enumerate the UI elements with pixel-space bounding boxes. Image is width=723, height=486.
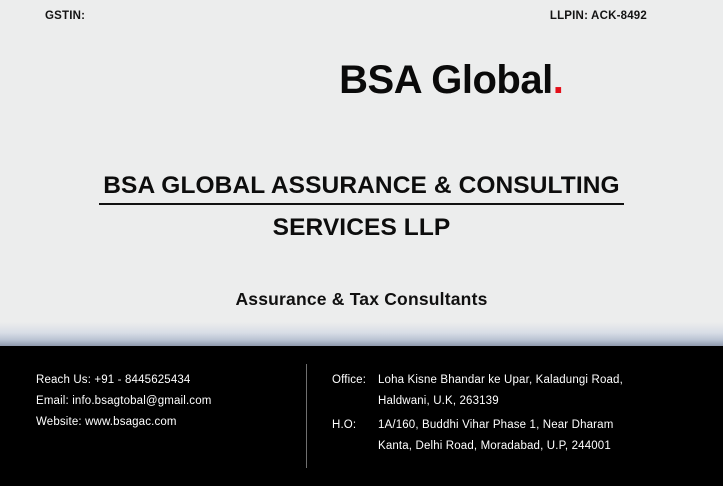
footer-ho-label: H.O: — [332, 419, 357, 431]
firm-name-block — [0, 172, 723, 242]
brand-dot-icon: . — [552, 58, 564, 102]
footer-ho-line-1: 1A/160, Buddhi Vihar Phase 1, Near Dharam — [378, 419, 614, 431]
footer-bar — [0, 346, 723, 486]
footer-ho-line-2: Kanta, Delhi Road, Moradabad, U.P, 244001 — [378, 440, 611, 452]
gstin-label: GSTIN: — [45, 10, 86, 22]
footer-office-line-1: Loha Kisne Bhandar ke Upar, Kaladungi Road, — [378, 374, 623, 386]
footer-address-block — [332, 370, 704, 460]
footer-vertical-separator — [306, 364, 307, 468]
footer-office-line-2: Haldwani, U.K, 263139 — [378, 395, 499, 407]
firm-name-line-1: BSA GLOBAL ASSURANCE & CONSULTING — [99, 172, 623, 205]
firm-name-line-2: SERVICES LLP — [272, 214, 451, 242]
llpin-label: LLPIN: ACK-8492 — [549, 10, 647, 22]
footer-divider — [0, 322, 723, 346]
footer-office-value — [378, 370, 704, 412]
footer-contact-block — [36, 370, 296, 433]
footer-email[interactable]: Email: info.bsagtobal@gmail.com — [36, 395, 212, 407]
header-meta-row — [0, 10, 723, 32]
firm-tagline: Assurance & Tax Consultants — [235, 289, 488, 309]
footer-office-address — [332, 370, 704, 412]
brand-name: BSA Global — [339, 58, 553, 102]
footer-office-label: Office: — [332, 374, 367, 386]
footer-website[interactable]: Website: www.bsagac.com — [36, 416, 177, 428]
footer-ho-value — [378, 415, 704, 457]
footer-ho-address — [332, 415, 704, 457]
footer-phone: Reach Us: +91 - 8445625434 — [36, 374, 191, 386]
brand-logo — [0, 58, 723, 103]
